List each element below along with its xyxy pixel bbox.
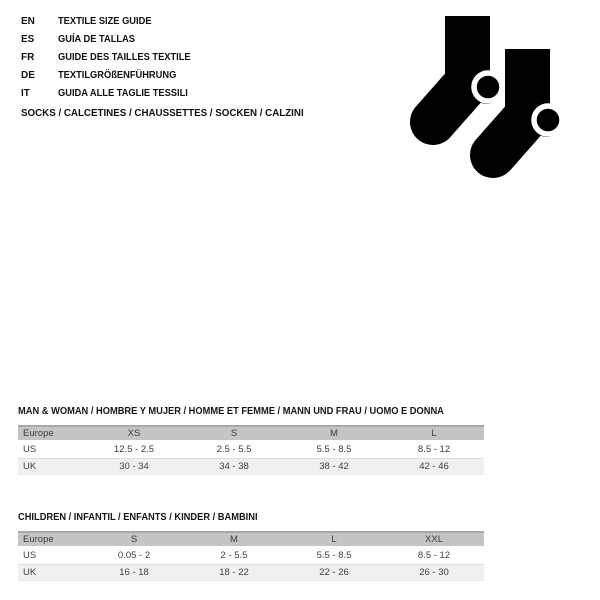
- table-row-uk: [18, 458, 484, 474]
- language-row-en: [21, 12, 201, 30]
- column-header-l: L: [331, 534, 337, 545]
- column-header-xs: XS: [127, 428, 141, 439]
- language-code: DE: [21, 69, 35, 81]
- man-woman-table-title: MAN & WOMAN / HOMBRE Y MUJER / HOMME ET FEMME / MANN UND FRAU / UOMO E DONNA: [18, 406, 444, 417]
- column-header-m: M: [230, 534, 238, 545]
- size-value: 8.5 - 12: [417, 550, 451, 562]
- size-value: 0.05 - 2: [117, 550, 151, 562]
- man-woman-section: [18, 406, 484, 475]
- language-title: GUÍA DE TALLAS: [58, 33, 135, 45]
- language-code: FR: [21, 51, 35, 63]
- size-value: 30 - 34: [119, 460, 149, 472]
- size-value: 16 - 18: [119, 566, 149, 578]
- row-label: UK: [23, 566, 37, 578]
- size-value: 5.5 - 8.5: [316, 550, 352, 562]
- language-title: GUIDA ALLE TAGLIE TESSILI: [58, 87, 188, 99]
- size-value: 42 - 46: [419, 460, 449, 472]
- size-value: 22 - 26: [319, 566, 349, 578]
- size-value: 26 - 30: [419, 566, 449, 578]
- table-row-us: [18, 441, 484, 458]
- language-code: IT: [21, 87, 30, 99]
- table-header-row: [18, 532, 484, 547]
- language-code: ES: [21, 33, 35, 45]
- table-row-uk: [18, 564, 484, 580]
- language-row-de: [21, 66, 201, 84]
- size-value: 5.5 - 8.5: [316, 444, 352, 456]
- language-code: EN: [21, 15, 35, 27]
- language-title: GUIDE DES TAILLES TEXTILE: [58, 51, 191, 63]
- man-woman-size-table: [18, 425, 484, 475]
- category-line-text: SOCKS / CALCETINES / CHAUSSETTES / SOCKEN / CALZINI: [21, 107, 304, 119]
- row-label: US: [23, 444, 37, 456]
- category-line: [21, 107, 325, 119]
- column-header-europe: Europe: [23, 428, 54, 439]
- column-header-s: S: [230, 428, 238, 439]
- size-value: 2.5 - 5.5: [216, 444, 252, 456]
- size-value: 12.5 - 2.5: [113, 444, 155, 456]
- size-value: 8.5 - 12: [417, 444, 451, 456]
- size-value: 34 - 38: [219, 460, 249, 472]
- size-value: 18 - 22: [219, 566, 249, 578]
- children-section: [18, 512, 484, 581]
- language-row-fr: [21, 48, 201, 66]
- table-header-row: [18, 426, 484, 441]
- row-label: UK: [23, 460, 37, 472]
- column-header-m: M: [330, 428, 338, 439]
- socks-icon: [400, 12, 570, 182]
- language-row-it: [21, 84, 201, 102]
- row-label: US: [23, 550, 37, 562]
- size-value: 2 - 5.5: [220, 550, 248, 562]
- language-title: TEXTILE SIZE GUIDE: [58, 15, 152, 27]
- column-header-xxl: XXL: [425, 534, 443, 545]
- children-table-title: CHILDREN / INFANTIL / ENFANTS / KINDER / BAMBINI: [18, 512, 258, 523]
- column-header-l: L: [431, 428, 437, 439]
- children-size-table: [18, 531, 484, 581]
- size-value: 38 - 42: [319, 460, 349, 472]
- back-sock-shape: [433, 16, 502, 122]
- language-list: [21, 12, 201, 102]
- language-row-es: [21, 30, 201, 48]
- table-row-us: [18, 547, 484, 564]
- language-title: TEXTILGRÖßENFÜHRUNG: [58, 69, 177, 81]
- column-header-s: S: [130, 534, 138, 545]
- column-header-europe: Europe: [23, 534, 54, 545]
